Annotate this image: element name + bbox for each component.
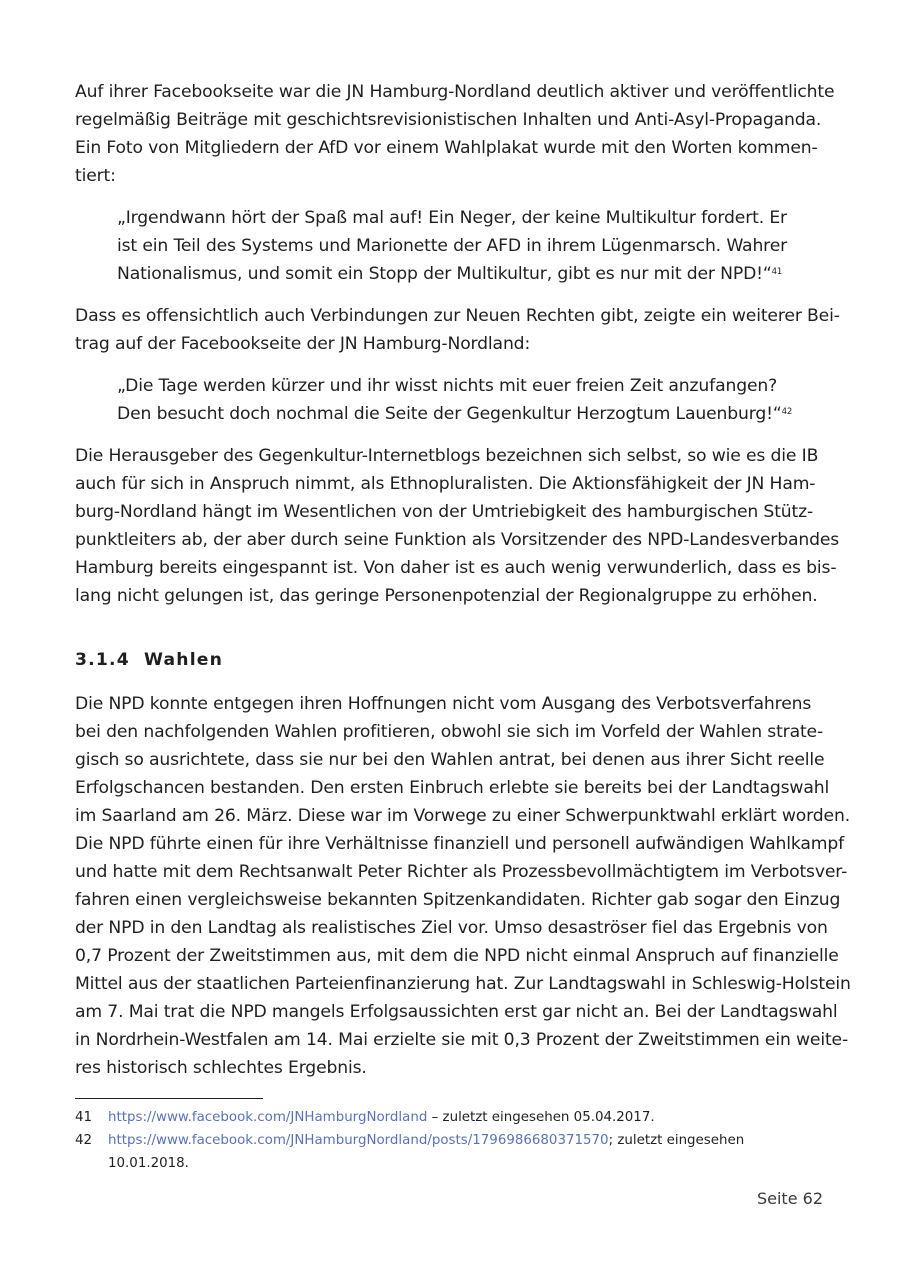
quote-line-text: Den besucht doch nochmal die Seite der Gegenkultur Herzogtum Lauenburg!“	[117, 404, 782, 424]
footnote-ref-41[interactable]: 41	[771, 267, 783, 277]
text-line: bei den nachfolgenden Wahlen profitieren, obwohl sie sich im Vorfeld der Wahlen strate-	[75, 722, 824, 742]
footnote-divider	[75, 1098, 263, 1099]
text-line: burg-Nordland hängt im Wesentlichen von der Umtriebigkeit des hamburgischen Stütz-	[75, 502, 814, 522]
quote-line-text: Nationalismus, und somit ein Stopp der Multikultur, gibt es nur mit der NPD!“	[117, 264, 772, 284]
section-number: 3.1.4	[75, 650, 130, 670]
footnote-ref-42[interactable]: 42	[781, 407, 793, 417]
paragraph-wahlen	[75, 690, 851, 1082]
text-line: gisch so ausrichtete, dass sie nur bei den Wahlen antrat, bei denen aus ihrer Sicht reelle	[75, 750, 825, 770]
text-line: trag auf der Facebookseite der JN Hamburg-Nordland:	[75, 334, 531, 354]
footnote-text: ; zuletzt eingesehen	[608, 1133, 745, 1148]
text-line: 0,7 Prozent der Zweitstimmen aus, mit dem die NPD nicht einmal Anspruch auf finanzielle	[75, 946, 839, 966]
text-line: im Saarland am 26. März. Diese war im Vorwege zu einer Schwerpunktwahl erklärt worden.	[75, 806, 851, 826]
text-line: Die NPD konnte entgegen ihren Hoffnungen nicht vom Ausgang des Verbotsverfahrens	[75, 694, 812, 714]
footnote-41	[75, 1106, 835, 1129]
section-title: Wahlen	[143, 650, 224, 670]
footnote-continuation: 10.01.2018.	[108, 1156, 189, 1171]
footnote-text: – zuletzt eingesehen 05.04.2017.	[427, 1110, 655, 1125]
footnotes	[75, 1106, 835, 1175]
quote-line	[117, 260, 825, 288]
page-number: Seite 62	[756, 1189, 823, 1208]
quote-afd-post	[117, 204, 825, 288]
text-line: regelmäßig Beiträge mit geschichtsrevisionistischen Inhalten und Anti-Asyl-Propaganda.	[75, 110, 822, 130]
text-line: in Nordrhein-Westfalen am 14. Mai erzielte sie mit 0,3 Prozent der Zweitstimmen ein weite-	[75, 1030, 849, 1050]
text-line: Auf ihrer Facebookseite war die JN Hamburg-Nordland deutlich aktiver und veröffentlichte	[75, 82, 835, 102]
paragraph-gegenkultur-blog	[75, 442, 840, 610]
quote-line	[117, 400, 825, 428]
text-line: am 7. Mai trat die NPD mangels Erfolgsaussichten erst gar nicht an. Bei der Landtagswahl	[75, 1002, 838, 1022]
paragraph-facebook-activity	[75, 78, 835, 190]
footnote-42	[75, 1129, 835, 1175]
text-line: lang nicht gelungen ist, das geringe Personenpotenzial der Regionalgruppe zu erhöhen.	[75, 586, 818, 606]
text-line: fahren einen vergleichsweise bekannten Spitzenkandidaten. Richter gab sogar den Einzug	[75, 890, 841, 910]
text-line: punktleiters ab, der aber durch seine Funktion als Vorsitzender des NPD-Landesverbandes	[75, 530, 840, 550]
text-line: Die Herausgeber des Gegenkultur-Internetblogs bezeichnen sich selbst, so wie es die IB	[75, 446, 819, 466]
quote-line: „Irgendwann hört der Spaß mal auf! Ein Neger, der keine Multikultur fordert. Er	[117, 208, 787, 228]
footnote-link[interactable]: https://www.facebook.com/JNHamburgNordland	[108, 1110, 428, 1125]
text-line: res historisch schlechtes Ergebnis.	[75, 1058, 367, 1078]
text-line: Erfolgschancen bestanden. Den ersten Einbruch erlebte sie bereits bei der Landtagswahl	[75, 778, 830, 798]
text-line: tiert:	[75, 166, 116, 186]
paragraph-neue-rechte	[75, 302, 840, 358]
text-line: Dass es offensichtlich auch Verbindungen zur Neuen Rechten gibt, zeigte ein weiterer Bei-	[75, 306, 840, 326]
text-line: Ein Foto von Mitgliedern der AfD vor einem Wahlplakat wurde mit den Worten kommen-	[75, 138, 818, 158]
text-line: Mittel aus der staatlichen Parteienfinanzierung hat. Zur Landtagswahl in Schleswig-Holstein	[75, 974, 851, 994]
text-line: Die NPD führte einen für ihre Verhältnisse finanziell und personell aufwändigen Wahlkampf	[75, 834, 845, 854]
text-line: auch für sich in Anspruch nimmt, als Ethnopluralisten. Die Aktionsfähigkeit der JN Ham-	[75, 474, 816, 494]
text-line: der NPD in den Landtag als realistisches Ziel vor. Umso desaströser fiel das Ergebnis von	[75, 918, 828, 938]
footnote-number: 42	[75, 1133, 93, 1148]
footnote-link[interactable]: https://www.facebook.com/JNHamburgNordland/posts/1796986680371570	[108, 1133, 609, 1148]
quote-gegenkultur-post	[117, 372, 825, 428]
text-line: Hamburg bereits eingespannt ist. Von daher ist es auch wenig verwunderlich, dass es bis-	[75, 558, 837, 578]
text-line: und hatte mit dem Rechtsanwalt Peter Richter als Prozessbevollmächtigtem im Verbotsver-	[75, 862, 848, 882]
section-heading	[75, 646, 825, 674]
quote-line: „Die Tage werden kürzer und ihr wisst nichts mit euer freien Zeit anzufangen?	[117, 376, 778, 396]
page-body	[75, 78, 851, 1082]
footnote-number: 41	[75, 1110, 93, 1125]
quote-line: ist ein Teil des Systems und Marionette der AFD in ihrem Lügenmarsch. Wahrer	[117, 236, 788, 256]
